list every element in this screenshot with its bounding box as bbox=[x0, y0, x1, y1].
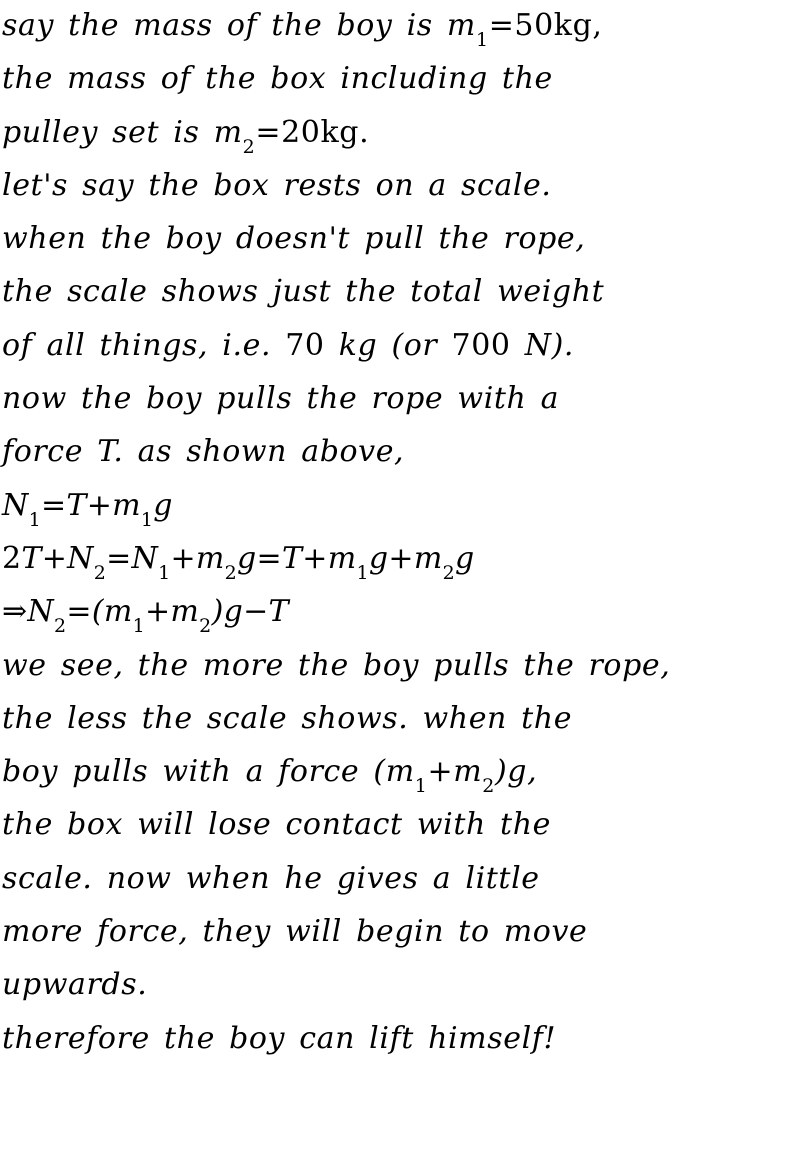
text-span: the box will lose contact with the bbox=[2, 807, 551, 843]
math-symbol: +m bbox=[170, 540, 225, 576]
text-span: when the boy doesn't pull the rope, bbox=[2, 221, 586, 257]
math-symbol: g=T+m bbox=[237, 540, 357, 576]
number: 2 bbox=[2, 540, 22, 576]
equation-line-3 bbox=[2, 592, 800, 645]
text-span: the scale shows just the total weight bbox=[2, 274, 605, 310]
text-line-16 bbox=[2, 965, 800, 1018]
text-line-7 bbox=[2, 326, 800, 379]
text-span: kg (or bbox=[338, 327, 452, 363]
subscript: 2 bbox=[54, 615, 67, 638]
text-line-17 bbox=[2, 1019, 800, 1072]
text-line-1 bbox=[2, 6, 800, 59]
equation-line-2 bbox=[2, 539, 800, 592]
text-span: =20kg. bbox=[255, 114, 370, 150]
math-symbol: +m bbox=[144, 594, 200, 630]
number: 700 bbox=[451, 327, 525, 363]
text-span: =50kg, bbox=[488, 8, 603, 43]
text-line-12 bbox=[2, 752, 800, 805]
subscript: 1 bbox=[414, 775, 428, 798]
text-line-9 bbox=[2, 432, 800, 485]
text-line-14 bbox=[2, 859, 800, 912]
text-line-6 bbox=[2, 272, 800, 325]
text-span: pulley set is m bbox=[2, 114, 243, 150]
subscript: 2 bbox=[482, 775, 495, 798]
math-symbol: T+N bbox=[21, 540, 94, 576]
subscript: 2 bbox=[199, 615, 212, 638]
math-symbol: g bbox=[153, 487, 173, 523]
text-span: therefore the boy can lift himself! bbox=[2, 1020, 557, 1056]
text-span: N). bbox=[524, 327, 575, 363]
math-symbol: g bbox=[454, 540, 475, 576]
text-span: say the mass of the boy is m bbox=[2, 8, 476, 43]
text-span: scale. now when he gives a little bbox=[2, 860, 540, 896]
math-symbol: =N bbox=[106, 540, 159, 576]
math-symbol: =T+m bbox=[40, 487, 141, 523]
text-span: upwards. bbox=[2, 967, 148, 1003]
subscript: 2 bbox=[224, 561, 238, 584]
subscript: 2 bbox=[93, 561, 107, 584]
text-line-4 bbox=[2, 166, 800, 219]
text-line-2 bbox=[2, 59, 800, 112]
text-span: the less the scale shows. when the bbox=[2, 700, 573, 736]
text-span: force T. as shown above, bbox=[2, 434, 405, 470]
equation-line-1 bbox=[2, 486, 800, 539]
text-span: now the boy pulls the rope with a bbox=[2, 381, 560, 417]
text-line-15 bbox=[2, 912, 800, 965]
subscript: 1 bbox=[356, 561, 369, 584]
subscript: 2 bbox=[442, 561, 455, 584]
math-symbol: +m bbox=[427, 754, 483, 790]
text-span: we see, the more the boy pulls the rope, bbox=[2, 647, 671, 683]
subscript: 1 bbox=[132, 615, 145, 638]
math-symbol: ⇒N bbox=[2, 594, 54, 630]
math-symbol: )g−T bbox=[211, 594, 289, 630]
subscript: 1 bbox=[475, 29, 489, 51]
math-symbol: g+m bbox=[368, 540, 443, 576]
text-line-8 bbox=[2, 379, 800, 432]
math-symbol: =(m bbox=[66, 594, 133, 630]
subscript: 1 bbox=[28, 508, 41, 531]
number: 70 bbox=[285, 327, 339, 363]
text-line-10 bbox=[2, 646, 800, 699]
text-line-3 bbox=[2, 113, 800, 166]
text-span: let's say the box rests on a scale. bbox=[2, 167, 552, 203]
text-span: of all things, i.e. bbox=[2, 327, 286, 363]
text-span: boy pulls with a force (m bbox=[2, 754, 415, 790]
subscript: 1 bbox=[158, 561, 171, 584]
subscript: 2 bbox=[242, 135, 256, 158]
text-line-5 bbox=[2, 219, 800, 272]
text-line-11 bbox=[2, 699, 800, 752]
subscript: 1 bbox=[140, 508, 154, 531]
math-symbol: N bbox=[2, 487, 29, 523]
text-span: the mass of the box including the bbox=[2, 61, 553, 97]
text-span: more force, they will begin to move bbox=[2, 914, 588, 950]
math-symbol: )g, bbox=[494, 754, 538, 790]
text-line-13 bbox=[2, 805, 800, 858]
